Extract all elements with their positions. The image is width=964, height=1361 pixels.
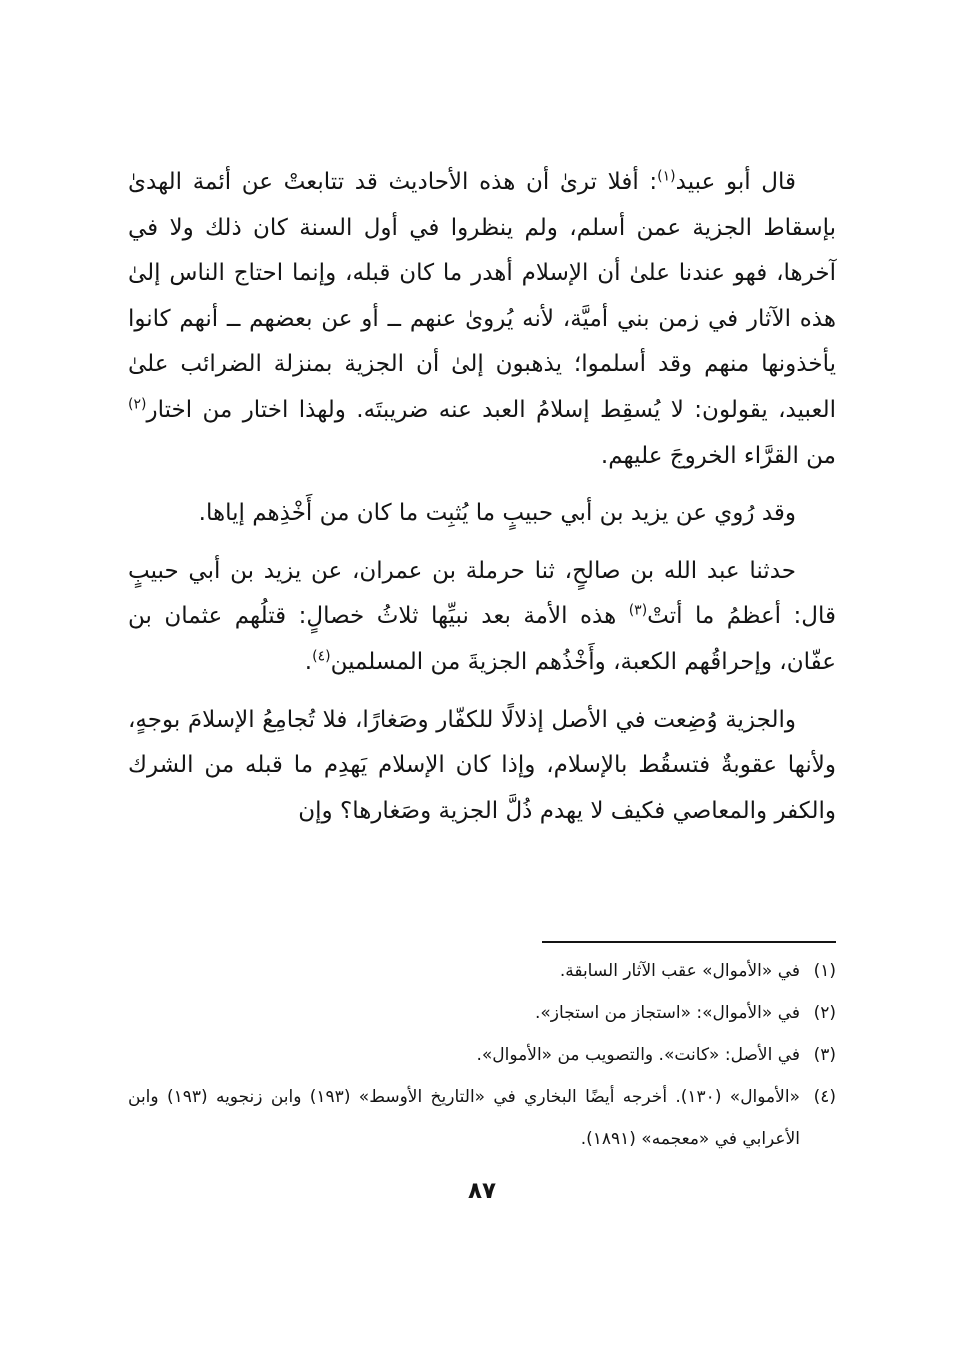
footnote-text: في «الأموال»: «استجاز من استجاز». — [535, 1003, 800, 1023]
page-number: ٨٧ — [467, 1178, 497, 1204]
footnote-reference[interactable]: (٢) — [128, 396, 147, 413]
paragraph-text: هذه الأمة بعد نبيِّها ثلاثُ خصالٍ: قتلُهم عثمان بن عفّان، وإحراقُهم الكعبة، وأَخْذُهم الجزيةَ من المسلمين — [128, 603, 836, 675]
footnotes — [128, 950, 836, 1160]
paragraph-text: : أفلا ترىٰ أن هذه الأحاديث قد تتابعتْ عن أئمة الهدىٰ بإسقاط الجزية عمن أسلم، ولم ينظروا في أول السنة كان ذلك ولا في آخرها، فهو عندنا علىٰ أن الإسلام أهدر ما كان قبله، وإنما احتاج الناس إلىٰ هذه الآثار في زمن بني أميَّة، لأنه يُروىٰ عنهم ــ أو عن بعضهم ــ أنهم كانوا يأخذونها منهم وقد أسلموا؛ يذهبون إلىٰ أن الجزية بمنزلة الضرائب علىٰ العبيد، يقولون: لا يُسقِط إسلامُ العبد عنه ضريبتَه. ولهذا اختار من اختار — [128, 169, 836, 423]
paragraph-text: من القرَّاء الخروجَ عليهم. — [600, 442, 836, 469]
footnote-reference[interactable]: (٣) — [628, 602, 648, 619]
footnote — [128, 1076, 836, 1160]
footnote — [128, 992, 836, 1034]
footnote-text: في الأصل: «كانت». والتصويب من «الأموال». — [476, 1045, 800, 1065]
paragraph-text: حدثنا عبد الله بن صالحٍ، ثنا حرملة بن عمران، عن يزيد بن أبي حبيبٍ قال: أعظمُ ما أتتْ — [128, 557, 837, 630]
paragraph — [128, 698, 836, 835]
footnote-number: (٢) — [813, 1003, 836, 1023]
paragraph — [128, 549, 836, 686]
footnote-number: (١) — [813, 961, 836, 981]
footnote-reference[interactable]: (٤) — [312, 648, 331, 665]
paragraph — [128, 491, 836, 537]
footnote-text: في «الأموال» عقب الآثار السابقة. — [559, 961, 800, 981]
footnote — [128, 950, 836, 992]
paragraph-text: قال أبو عبيد — [675, 169, 797, 195]
footnote-reference[interactable]: (١) — [657, 168, 676, 185]
paragraph-text: وقد رُوي عن يزيد بن أبي حبيبٍ ما يُثبِت ما كان من أَخْذِهم إياها. — [198, 500, 796, 527]
main-text — [128, 160, 836, 834]
footnote — [128, 1034, 836, 1076]
footnote-separator — [542, 941, 836, 943]
footnote-number: (٤) — [813, 1087, 836, 1107]
paragraph — [128, 160, 836, 479]
paragraph-text: . — [304, 648, 313, 675]
paragraph-text: والجزية وُضِعت في الأصل إذلالًا للكفّار وصَغارًا، فلا تُجامِعُ الإسلامَ بوجهٍ، ولأنها عقوبةٌ فتسقُط بالإسلام، وإذا كان الإسلام يَهدِم ما قبله من الشرك والكفر والمعاصي فكيف لا يهدم ذُلَّ الجزية وصَغارها؟ وإن — [128, 706, 836, 824]
footnote-number: (٣) — [813, 1045, 836, 1065]
footnote-text: «الأموال» (١٣٠). أخرجه أيضًا البخاري في «التاريخ الأوسط» (١٩٣) وابن زنجويه (١٩٣) وابن الأعرابي في «معجمه» (١٨٩١). — [128, 1087, 800, 1149]
